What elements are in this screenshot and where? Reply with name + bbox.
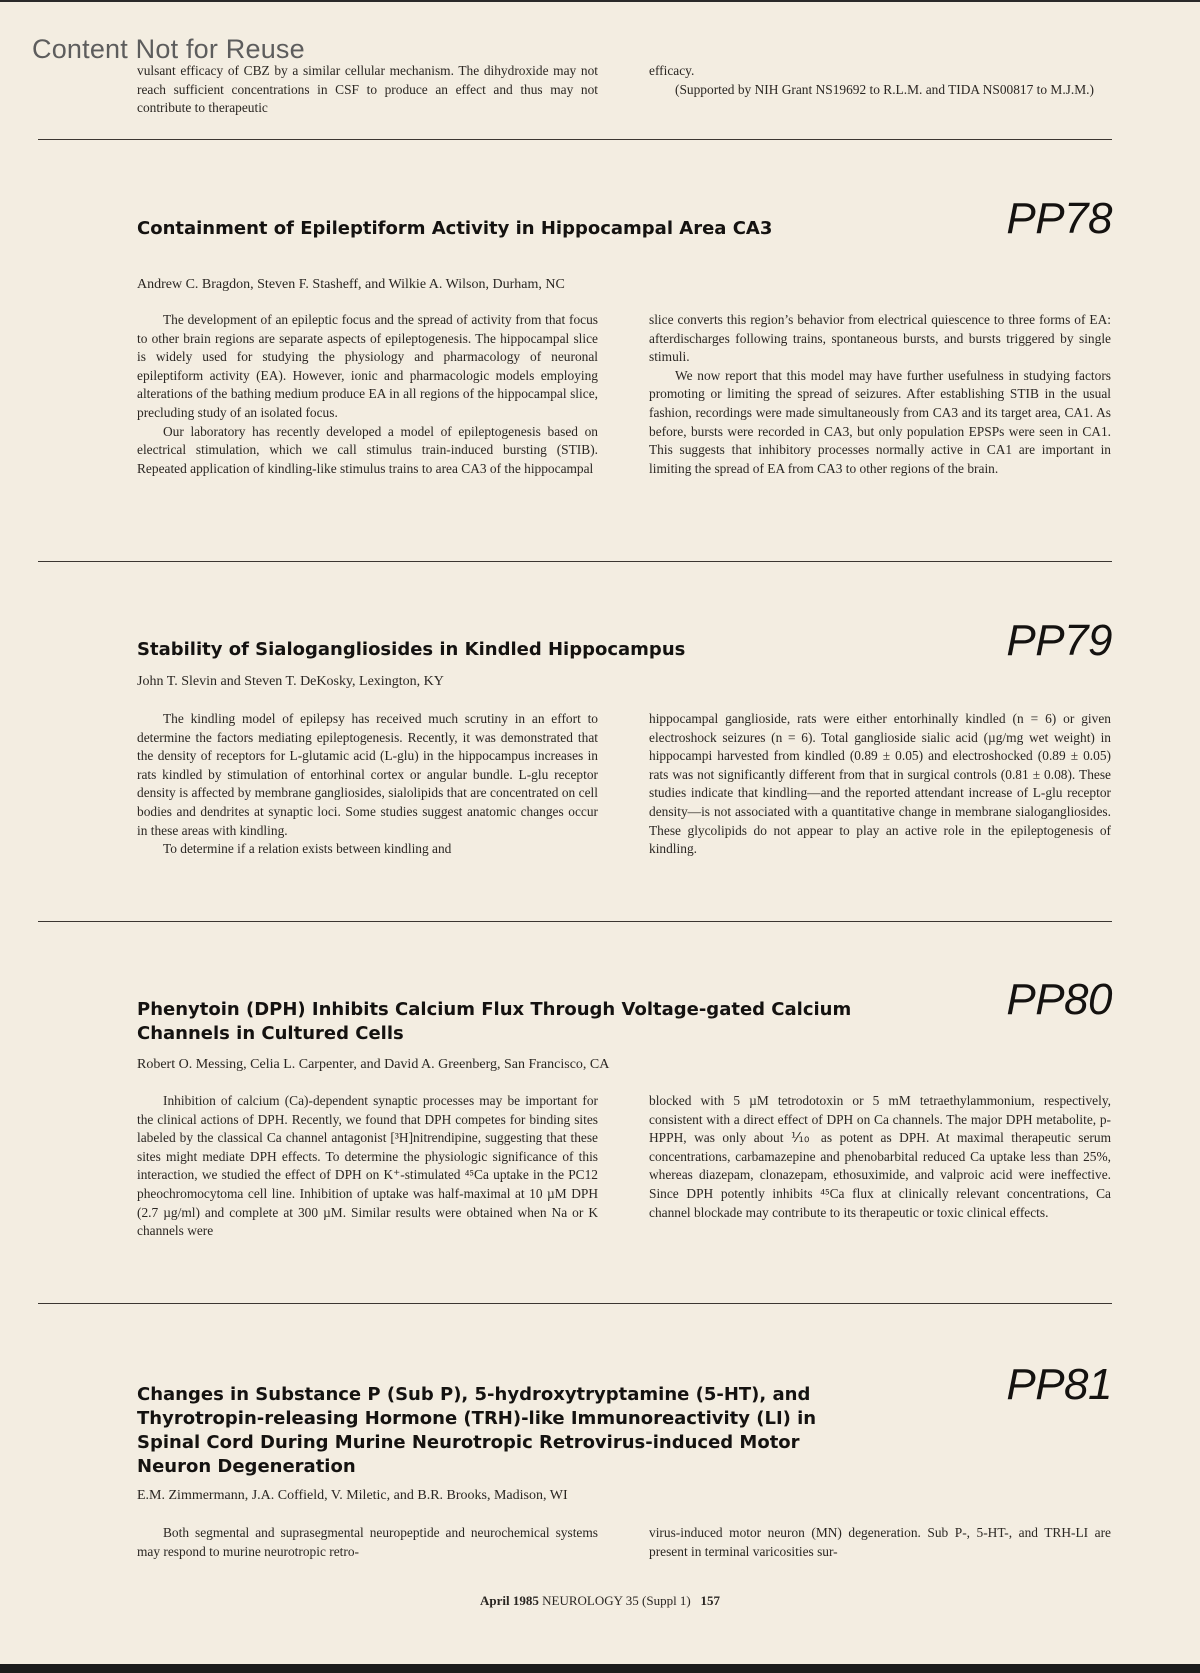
abstract-title-pp79: Stability of Sialogangliosides in Kindled Hippocampus bbox=[137, 639, 686, 660]
footer-journal: NEUROLOGY 35 (Suppl 1) bbox=[542, 1593, 691, 1608]
abstract-title-pp78: Containment of Epileptiform Activity in Hippocampal Area CA3 bbox=[137, 218, 773, 239]
abstract-paragraph: blocked with 5 µM tetrodotoxin or 5 mM tetraethylammonium, respectively, consistent with a direct effect of DPH on Ca channels. The major DPH metabolite, p-HPPH, was only about ⅒ as potent as DPH. At maximal therapeutic serum concentrations, carbamazepine and phenobarbital reduced Ca uptake less than 25%, whereas diazepam, clonazepam, ethosuximide, and valproic acid were ineffective. Since DPH potently inhibits ⁴⁵Ca flux at clinically relevant concentrations, Ca channel blockade may contribute to its therapeutic or toxic clinical effects. bbox=[649, 1093, 1111, 1220]
abstract-right-column-pp81 bbox=[649, 1524, 1111, 1561]
abstract-paragraph: We now report that this model may have further usefulness in studying factors promoting or limiting the spread of seizures. After establishing STIB in the usual fashion, recordings were made simultaneously from CA3 and its target area, CA1. As before, bursts were recorded in CA3, but only population EPSPs were seen in CA1. This suggests that inhibitory processes normally active in CA1 are important in limiting the spread of EA from CA3 to other regions of the brain. bbox=[649, 367, 1111, 476]
prev-right-text: efficacy. bbox=[649, 63, 695, 78]
abstract-title-pp81: Changes in Substance P (Sub P), 5-hydroxytryptamine (5-HT), and Thyrotropin-releasing Hormone (TRH)-like Immunoreactivity (LI) in Spinal Cord During Murine Neurotropic Retrovirus-induced Motor Neuron Degeneration bbox=[137, 1384, 817, 1477]
prev-abstract-left-column bbox=[137, 62, 598, 118]
abstract-paragraph: Both segmental and suprasegmental neuropeptide and neurochemical systems may respond to murine neurotropic retro- bbox=[137, 1525, 598, 1559]
abstract-left-column-pp79 bbox=[137, 710, 598, 859]
abstract-authors-pp81: E.M. Zimmermann, J.A. Coffield, V. Miletic, and B.R. Brooks, Madison, WI bbox=[137, 1488, 568, 1503]
abstract-code-pp78: PP78 bbox=[1006, 194, 1112, 243]
abstract-paragraph: The kindling model of epilepsy has received much scrutiny in an effort to determine the factors mediating epileptogenesis. Recently, it was demonstrated that the density of receptors for L-glutamic acid (L-glu) in the hippocampus increases in rats kindled by stimulation of entorhinal cortex or angular bundle. L-glu receptor density is affected by membrane gangliosides, sialolipids that are concentrated on cell bodies and dendrites at synaptic loci. Some studies suggest anatomic changes occur in these areas with kindling. bbox=[137, 711, 598, 838]
page-footer bbox=[0, 1593, 1200, 1609]
footer-date: April 1985 bbox=[479, 1593, 539, 1608]
section-divider bbox=[38, 561, 1112, 562]
watermark: Content Not for Reuse bbox=[32, 34, 305, 64]
abstract-paragraph: slice converts this region’s behavior from electrical quiescence to three forms of EA: afterdischarges following trains, spontaneous bursts, and bursts triggered by single stimuli. bbox=[649, 312, 1111, 365]
abstract-right-column-pp78 bbox=[649, 311, 1111, 478]
section-divider bbox=[38, 139, 1112, 140]
abstract-paragraph: To determine if a relation exists between kindling and bbox=[163, 841, 452, 857]
abstract-left-column-pp81 bbox=[137, 1524, 598, 1561]
abstract-right-column-pp79 bbox=[649, 710, 1111, 859]
abstract-left-column-pp78 bbox=[137, 311, 598, 478]
abstract-title-pp80: Phenytoin (DPH) Inhibits Calcium Flux Through Voltage-gated Calcium Channels in Cultured Cells bbox=[137, 999, 852, 1044]
abstract-paragraph: hippocampal ganglioside, rats were either entorhinally kindled (n = 6) or given electroshock seizures (n = 6). Total ganglioside sialic acid (µg/mg wet weight) in hippocampi harvested from kindled (0.89 ± 0.05) and electroshocked (0.89 ± 0.05) rats was not significantly different from that in surgical controls (0.81 ± 0.08). These studies indicate that kindling—and the reported attendant increase of L-glu receptor density—is not associated with a quantitative change in membrane sialogangliosides. These glycolipids do not appear to play an active role in the epileptogenesis of kindling. bbox=[649, 711, 1111, 857]
abstract-authors-pp80: Robert O. Messing, Celia L. Carpenter, and David A. Greenberg, San Francisco, CA bbox=[137, 1057, 610, 1072]
abstract-paragraph: Inhibition of calcium (Ca)-dependent synaptic processes may be important for the clinical actions of DPH. Recently, we found that DPH competes for binding sites labeled by the classical Ca channel antagonist [³H]nitrendipine, suggesting that these sites might mediate DPH effects. To determine the physiologic significance of this interaction, we studied the effect of DPH on K⁺-stimulated ⁴⁵Ca uptake in the PC12 pheochromocytoma cell line. Inhibition of uptake was half-maximal at 10 µM DPH (2.7 µg/ml) and complete at 300 µM. Similar results were obtained when Na or K channels were bbox=[137, 1093, 598, 1239]
abstract-authors-pp79: John T. Slevin and Steven T. DeKosky, Lexington, KY bbox=[137, 674, 444, 689]
prev-abstract-right-column bbox=[649, 62, 1111, 99]
scan-top-edge bbox=[0, 0, 1200, 2]
abstract-paragraph: Our laboratory has recently developed a model of epileptogenesis based on electrical stimulation, which we call stimulus train-induced bursting (STIB). Repeated application of kindling-like stimulus trains to area CA3 of the hippocampal bbox=[137, 423, 598, 476]
section-divider bbox=[38, 1303, 1112, 1304]
abstract-left-column-pp80 bbox=[137, 1092, 598, 1241]
abstract-paragraph: The development of an epileptic focus and the spread of activity from that focus to other brain regions are separate aspects of epileptogenesis. The hippocampal slice is widely used for studying the physiology and pharmacology of neuronal epileptiform activity (EA). However, ionic and pharmacologic models employing alterations of the bathing medium produce EA in all regions of the hippocampal slice, precluding study of an isolated focus. bbox=[137, 312, 598, 420]
prev-left-text: vulsant efficacy of CBZ by a similar cellular mechanism. The dihydroxide may not reach sufficient concentrations in CSF to produce an effect and thus may not contribute to therapeutic bbox=[137, 63, 598, 116]
abstract-paragraph: virus-induced motor neuron (MN) degeneration. Sub P-, 5-HT-, and TRH-LI are present in terminal varicosities sur- bbox=[649, 1525, 1111, 1559]
abstract-code-pp81: PP81 bbox=[1006, 1360, 1112, 1409]
footer-page-number: 157 bbox=[700, 1593, 721, 1608]
scan-bottom-edge bbox=[0, 1664, 1200, 1673]
prev-support-note: (Supported by NIH Grant NS19692 to R.L.M. and TIDA NS00817 to M.J.M.) bbox=[675, 81, 1094, 97]
abstract-code-pp80: PP80 bbox=[1006, 975, 1112, 1024]
abstract-authors-pp78: Andrew C. Bragdon, Steven F. Stasheff, and Wilkie A. Wilson, Durham, NC bbox=[137, 277, 565, 292]
abstract-right-column-pp80 bbox=[649, 1092, 1111, 1222]
section-divider bbox=[38, 921, 1112, 922]
abstract-code-pp79: PP79 bbox=[1006, 616, 1112, 665]
